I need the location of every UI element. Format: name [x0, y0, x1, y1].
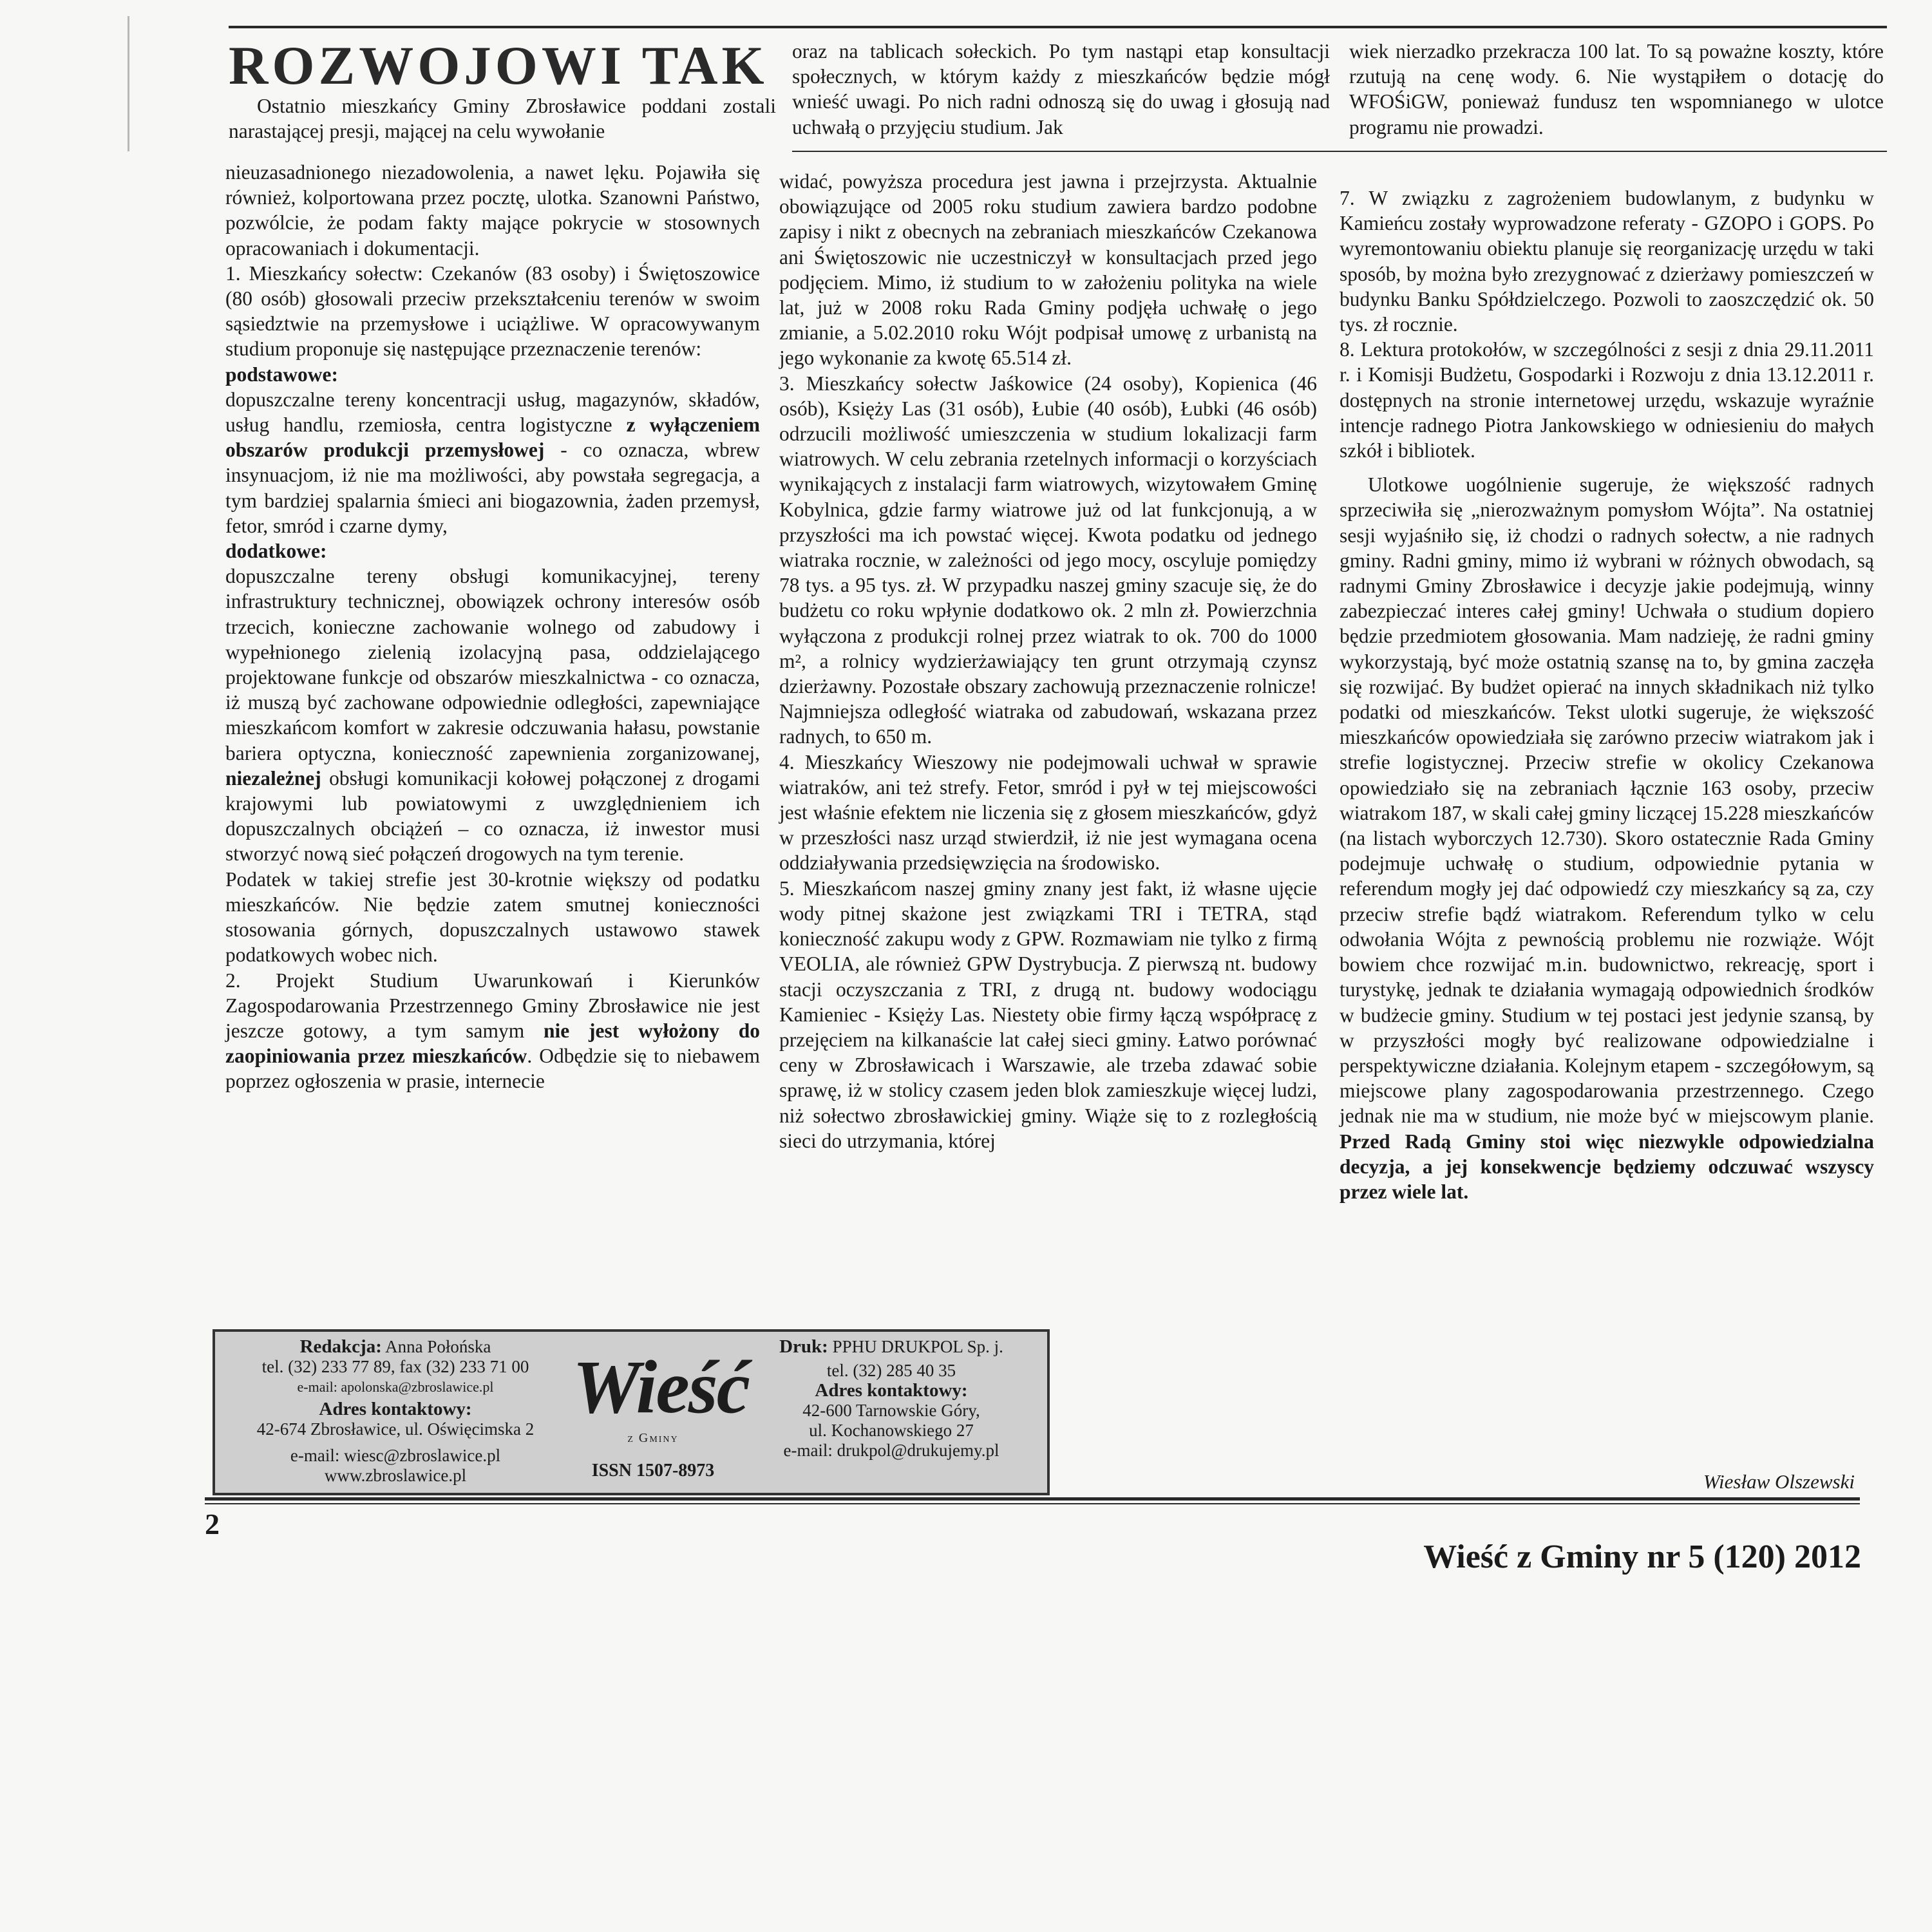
heading-podstawowe: podstawowe:: [225, 363, 339, 386]
col1-para: 1. Mieszkańcy sołectw: Czekanów (83 osoby) i Świętoszowice (80 osób) głosowali przeciw przekształceniu terenów w swoim sąsiedztwie na przemysłowe i uciążliwe. W opracowywanym studium proponuje się następujące przeznaczenie terenów:: [225, 261, 760, 361]
col3-head: [1349, 39, 1884, 140]
col2-para: 5. Mieszkańcom naszej gminy znany jest fakt, iż własne ujęcie wody pitnej skażone jest związkami TRI i TETRA, stąd konieczność zakupu wody z GPW. Rozmawiam nie tylko z firmą VEOLIA, ale również GPW Dystrybucja. Z pierwszą nt. budowy stacji oczyszczania z TRI, z drugą nt. budowy wodociągu Kamieniec - Księży Las. Niestety obie firmy łączą współpracę z przejęciem na kilkanaście lat całej sieci gminy. Łatwo porównać ceny w Zbrosławicach i Warszawie, ale trzeba zdawać sobie sprawę, iż w stolicy czasem jeden blok zamieszkuje więcej ludzi, niż sołectwo zbrosławickiej gminy. Wiąże się to z rozległością sieci do utrzymania, której: [779, 876, 1317, 1152]
print-email: e-mail: drukpol@drukujemy.pl: [783, 1441, 999, 1460]
print-address2: ul. Kochanowskiego 27: [809, 1421, 974, 1440]
www: www.zbroslawice.pl: [324, 1466, 467, 1485]
imprint-box: [213, 1329, 1050, 1495]
article-lead: [229, 93, 776, 144]
logo-sub: z Gminy: [627, 1431, 679, 1445]
col1-emph: nie jest wyłożony do zaopiniowania przez mieszkańców: [225, 1019, 760, 1068]
printer-line: [740, 1337, 1043, 1357]
address: 42-674 Zbrosławice, ul. Oświęcimska 2: [256, 1419, 535, 1439]
col1-para: [225, 564, 760, 866]
col3-para: [1340, 472, 1874, 1204]
printer-block: [740, 1337, 1043, 1461]
lead-text: Ostatnio mieszkańcy Gminy Zbrosławice poddani zostali narastającej presji, mającej na celu wywołanie: [229, 95, 776, 143]
print-label: Druk:: [779, 1336, 828, 1357]
col2-head: [792, 39, 1330, 140]
editor-name: Anna Połońska: [385, 1337, 491, 1356]
page-number: 2: [205, 1508, 220, 1540]
col1-text: obsługi komunikacji kołowej połączonej z drogami krajowymi lub powiatowymi z uwzględnieniem ich dopuszczalnych obciążeń – co oznacza, iż inwestor musi stworzyć nową sieć połączeń drogowych na tym terenie.: [225, 766, 760, 866]
column-3: [1340, 185, 1874, 1204]
issn: ISSN 1507-8973: [591, 1461, 715, 1481]
col1-emph: z wyłączeniem obszarów produkcji przemysłowej: [225, 413, 760, 462]
col1-para: Podatek w takiej strefie jest 30-krotnie większy od podatku mieszkańców. Nie będzie zatem smutnej konieczności stosowania górnych, dopuszczalnych ustawowo stawek podatkowych wobec nich.: [225, 867, 760, 967]
col3-head-text: wiek nierzadko przekracza 100 lat. To są poważne koszty, które rzutują na cenę wody. 6. Nie wystąpiłem o dotację do WFOŚiGW, ponieważ fundusz ten wspomnianego w ulotce programu nie prowadzi.: [1349, 40, 1884, 138]
editor-phone: tel. (32) 233 77 89, fax (32) 233 71 00: [261, 1357, 529, 1376]
print-address-label: Adres kontaktowy:: [815, 1380, 968, 1401]
editor-line: [222, 1337, 569, 1357]
col2-para: 4. Mieszkańcy Wieszowy nie podejmowali uchwał w sprawie wiatraków, ani też strefy. Fetor, smród i pył w tej miejscowości jest właśnie efektem nie liczenia się z głosem mieszkańców, gdyż w przeszłości nasz urząd stwierdził, iż nie jest wymagana ocena oddziaływania przedsięwzięcia na środowisko.: [779, 750, 1317, 875]
print-phone: tel. (32) 285 40 35: [826, 1361, 956, 1380]
top-rule: [229, 26, 1887, 28]
col1-text: . Odbędzie się to niebawem poprzez ogłoszenia w prasie, internecie: [225, 1045, 760, 1093]
col1-heading: [225, 538, 760, 564]
editor-label: Redakcja:: [299, 1336, 382, 1357]
editor-email: e-mail: apolonska@zbroslawice.pl: [297, 1379, 494, 1395]
col3-text: Ulotkowe uogólnienie sugeruje, że większość radnych sprzeciwiła się „nierozważnym pomysłom Wójta”. Na ostatniej sesji wyjaśniło się, iż chodzi o radnych sołectw, a nie radnych gminy. Radni gminy, mimo iż wybrani w różnych obwodach, są radnymi Gminy Zbrosławice i decyzje jakie podejmują, winny zabezpieczać interes całej gminy! Uchwała o studium dopiero będzie przedmiotem głosowania. Mam nadzieję, że radni gminy wykorzystają, być może ostatnią szansę na to, by gmina zaczęła się rozwijać. By budżet opierać na innych składnikach niż tylko podatki od mieszkańców. Tekst ulotki sugeruje, że większość mieszkańców opowiedziała się zarówno przeciw wiatrakom jak i strefie logistycznej. Przeciw strefie w okolicy Czekanowa opowiedziało się na zebraniach łącznie 163 osoby, przeciw wiatrakom 187, w skali całej gminy liczącej 15.228 mieszkańców (na listach wyborczych 12.730). Skoro ostatecznie Rada Gminy podejmuje uchwałę o studium, odpowiednie pytania w referendum mogły jej dać odpowiedź czy mieszkańcy są za, czy przeciw strefie bądź wiatrakom. Referendum tylko w celu odwołania Wójta z pewnością problemu nie rozwiąże. Wójt bowiem chce rozwijać m.in. budownictwo, rekreację, sport i turystykę, jednak te działania wymagają odpowiednich środków w budżecie gminy. Studium w tej postaci jest jedynie szansą, by w przyszłości mogły być realizowane odpowiedzialne i perspektywiczne działania. Kolejnym etapem - szczegółowym, są miejscowe plany zagospodarowania przestrzennego. Czego jednak nie ma w studium, nie może być w miejscowym planie.: [1340, 473, 1874, 1128]
wiesc-logo: [573, 1340, 749, 1468]
col1-para: nieuzasadnionego niezadowolenia, a nawet lęku. Pojawiła się również, kolportowana przez pocztę, ulotka. Szanowni Państwo, pozwólcie, że podam fakty mające pokrycie w stosownych opracowaniach i dokumentacji.: [225, 161, 760, 260]
col1-emph: niezależnej: [225, 766, 321, 790]
column-2: [779, 169, 1317, 1153]
editor-block: [222, 1337, 569, 1486]
bottom-rule-thick: [205, 1497, 1860, 1501]
heading-dodatkowe: dodatkowe:: [225, 540, 327, 563]
col3-para: 7. W związku z zagrożeniem budowlanym, z budynku w Kamieńcu zostały wyprowadzone referaty - GZOPO i GOPS. Po wyremontowaniu obiektu planuje się reorganizację urzędu w taki sposób, by można było zrezygnować z dzierżawy pomieszczeń w budynku Banku Spółdzielczego. Pozwoli to zaoszczędzić ok. 50 tys. zł rocznie.: [1340, 187, 1874, 336]
col1-text: - co oznacza, wbrew insynuacjom, iż nie ma możliwości, aby powstała segregacja, a tym bardziej spalarnia śmieci ani biogazownia, żaden przemysł, fetor, smród i czarne dymy,: [225, 439, 760, 537]
col1-text: dopuszczalne tereny koncentracji usług, magazynów, składów, usług handlu, rzemiosła, centra logistyczne: [225, 388, 760, 437]
header-separator: [792, 151, 1887, 152]
col2-para: widać, powyższa procedura jest jawna i przejrzysta. Aktualnie obowiązujące od 2005 roku studium zawiera bardzo podobne zapisy i nikt z obecnych na zebraniach mieszkańców Czekanowa ani Świętoszowic nie uczestniczył w konsultacjach przed jego podjęciem. Mimo, iż studium to w założeniu polityka na wiele lat, już w 2008 roku Rada Gminy podjęła uchwałę o jego zmianie, a 5.02.2010 roku Wójt podpisał umowę z urbanistą na jego wykonanie za kwotę 65.514 zł.: [779, 170, 1317, 370]
bottom-rule-thin: [205, 1503, 1860, 1504]
col1-text: dopuszczalne tereny obsługi komunikacyjnej, tereny infrastruktury technicznej, obowiązek ochrony interesów osób trzecich, konieczne zachowanie wolnego od zabudowy i wypełnionego zielenią izolacyjną pasa, oddzielającego projektowane funkcje od obszarów mieszkalnictwa - co oznacza, iż muszą być zachowane odpowiednie odległości, zapewniające mieszkańcom komfort w zakresie odczuwania hałasu, powstanie bariera optyczna, konieczność zapewnienia zorganizowanej,: [225, 565, 760, 764]
col1-para: [225, 387, 760, 538]
author-signature: Wiesław Olszewski: [1703, 1470, 1855, 1493]
address-label: Adres kontaktowy:: [319, 1399, 472, 1419]
column-1: [225, 160, 760, 1094]
issue-info: Wieść z Gminy nr 5 (120) 2012: [1423, 1539, 1861, 1575]
col1-text: 2. Projekt Studium Uwarunkowań i Kierunków Zagospodarowania Przestrzennego Gminy Zbrosławice nie jest jeszcze gotowy, a tym samym: [225, 969, 760, 1042]
print-name: PPHU DRUKPOL Sp. j.: [832, 1337, 1003, 1356]
col2-head-text: oraz na tablicach sołeckich. Po tym nastąpi etap konsultacji społecznych, w którym każdy z mieszkańców będzie mógł wnieść uwagi. Po nich radni odnoszą się do uwag i głosują nad uchwałą o przyjęciu studium. Jak: [792, 40, 1330, 138]
col1-heading: [225, 362, 760, 387]
logo-word: Wieść: [573, 1345, 749, 1429]
email: e-mail: wiesc@zbroslawice.pl: [290, 1446, 501, 1465]
print-address1: 42-600 Tarnowskie Góry,: [802, 1401, 980, 1420]
col1-para: [225, 968, 760, 1094]
article-title: ROZWOJOWI TAK: [229, 35, 768, 96]
col3-para: 8. Lektura protokołów, w szczególności z sesji z dnia 29.11.2011 r. i Komisji Budżetu, Gospodarki i Rozwoju z dnia 13.12.2011 r. dostępnych na stronie internetowej urzędu, wskazuje wyraźnie intencje radnego Piotra Jankowskiego w odniesieniu do małych szkół i bibliotek.: [1340, 338, 1874, 462]
col2-para: 3. Mieszkańcy sołectw Jaśkowice (24 osoby), Kopienica (46 osób), Księży Las (31 osób), Łubie (40 osób), Łubki (46 osób) odrzucili możliwość umieszczenia w studium lokalizacji farm wiatrowych. W celu zebrania rzetelnych informacji o korzyściach wynikających z instalacji farm wiatrowych, wizytowałem Gminę Kobylnica, gdzie farmy wiatrowe już od lat funkcjonują, a w przyszłości ma ich powstać więcej. Kwota podatku od jednego wiatraka rocznie, w zależności od jego mocy, oscyluje pomiędzy 78 tys. a 95 tys. zł. W przypadku naszej gminy szacuje się, że do budżetu co roku wpłynie dodatkowo ok. 2 mln zł. Powierzchnia wyłączona z produkcji rolnej przez wiatrak to ok. 700 do 1000 m², a rolnicy wydzierżawiający ten grunt otrzymają czynsz dzierżawny. Pozostałe obszary zachowują przeznaczenie rolnicze! Najmniejsza odległość wiatraka od zabudowań, wskazana przez radnych, to 650 m.: [779, 372, 1317, 748]
col3-emph: Przed Radą Gminy stoi więc niezwykle odpowiedzialna decyzja, a jej konsekwencje będziemy odczuwać wszyscy przez wiele lat.: [1340, 1130, 1874, 1203]
scan-edge-mark: [128, 16, 129, 151]
